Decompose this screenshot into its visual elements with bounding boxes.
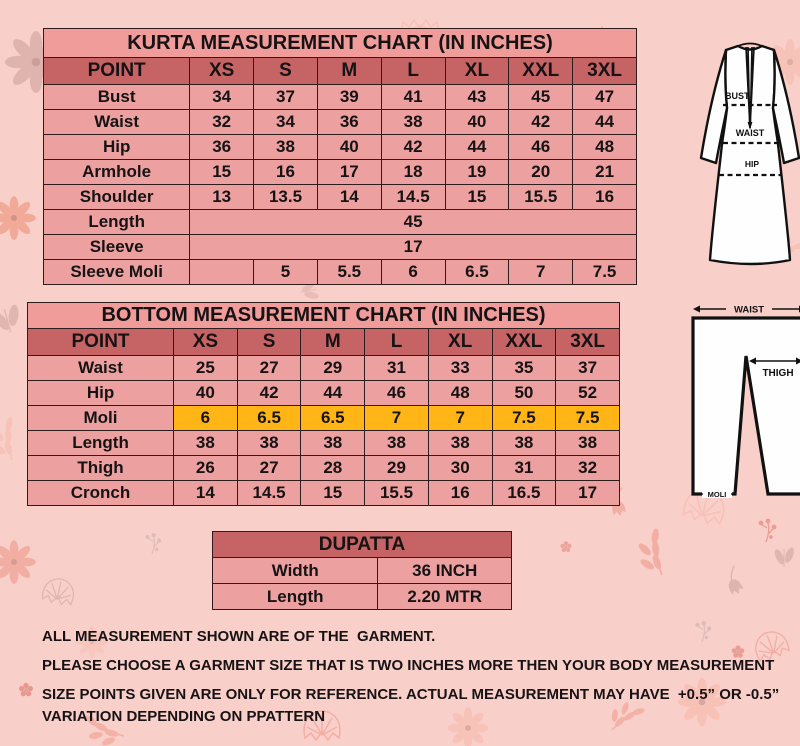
- value-cell: 38: [301, 431, 365, 456]
- note-line: PLEASE CHOOSE A GARMENT SIZE THAT IS TWO INCHES MORE THEN YOUR BODY MEASUREMENT: [42, 657, 775, 675]
- value-cell: 16: [428, 481, 492, 506]
- value-cell: 39: [317, 85, 381, 110]
- row-label: Hip: [44, 135, 190, 160]
- row-label: Length: [44, 210, 190, 235]
- value-cell: 34: [190, 85, 254, 110]
- kurta-bust-label: BUST: [725, 91, 750, 101]
- value-cell: 21: [573, 160, 637, 185]
- size-column-header: L: [381, 58, 445, 85]
- value-cell: 5: [254, 260, 318, 285]
- note-line: SIZE POINTS GIVEN ARE ONLY FOR REFERENCE. ACTUAL MEASUREMENT MAY HAVE +0.5” OR -0.5” VARIATION DEPENDING ON PPATTERN: [42, 686, 784, 726]
- note-line: ALL MEASUREMENT SHOWN ARE OF THE GARMENT.: [42, 628, 436, 645]
- size-column-header: XL: [428, 329, 492, 356]
- row-label: Shoulder: [44, 185, 190, 210]
- size-column-header: M: [301, 329, 365, 356]
- row-label: Hip: [28, 381, 174, 406]
- value-cell: 17: [317, 160, 381, 185]
- value-cell: 44: [445, 135, 509, 160]
- dupatta_chart-grid: [212, 557, 512, 610]
- value-cell: 43: [445, 85, 509, 110]
- value-cell: 14.5: [237, 481, 301, 506]
- value-cell: 50: [492, 381, 556, 406]
- value-cell: 14: [317, 185, 381, 210]
- bottom-chart-title: BOTTOM MEASUREMENT CHART (IN INCHES): [27, 302, 620, 328]
- value-cell: 27: [237, 456, 301, 481]
- value-cell: 17: [556, 481, 620, 506]
- value-cell: 42: [237, 381, 301, 406]
- row-label: Cronch: [28, 481, 174, 506]
- measurement-notes: [42, 626, 784, 735]
- bottom-measurement-chart: [27, 302, 620, 506]
- size-column-header: 3XL: [556, 329, 620, 356]
- value-cell: 45: [509, 85, 573, 110]
- value-cell: 44: [573, 110, 637, 135]
- value-cell: 15: [190, 160, 254, 185]
- row-label: Width: [213, 558, 378, 584]
- value-cell: 37: [556, 356, 620, 381]
- value-cell: 6: [381, 260, 445, 285]
- value-cell: 40: [445, 110, 509, 135]
- bottom_chart-grid: [27, 328, 620, 506]
- dupatta-chart-title: DUPATTA: [212, 531, 512, 557]
- kurta-hip-label: HIP: [744, 159, 760, 169]
- value-cell: 32: [556, 456, 620, 481]
- value-cell: 32: [190, 110, 254, 135]
- size-column-header: XL: [445, 58, 509, 85]
- value-cell: 46: [365, 381, 429, 406]
- size-column-header: 3XL: [573, 58, 637, 85]
- value-cell: 18: [381, 160, 445, 185]
- value-cell: 16: [573, 185, 637, 210]
- waist-arrow-left-head: [693, 306, 700, 313]
- value-cell: 6: [174, 406, 238, 431]
- value-cell: 48: [573, 135, 637, 160]
- value-cell: 25: [174, 356, 238, 381]
- value-cell: 44: [301, 381, 365, 406]
- value-cell: 26: [174, 456, 238, 481]
- value-cell: 20: [509, 160, 573, 185]
- row-label: Sleeve Moli: [44, 260, 190, 285]
- value-cell: 38: [428, 431, 492, 456]
- kurta-outline: [701, 46, 799, 264]
- value-cell: 15.5: [509, 185, 573, 210]
- size-column-header: XXL: [492, 329, 556, 356]
- value-cell: 36: [317, 110, 381, 135]
- value-cell: 5.5: [317, 260, 381, 285]
- value-cell: 7: [365, 406, 429, 431]
- value-cell: 36 INCH: [378, 558, 512, 584]
- dupatta-chart: [212, 531, 512, 610]
- value-cell: 7.5: [556, 406, 620, 431]
- value-cell: 38: [237, 431, 301, 456]
- value-cell: 42: [509, 110, 573, 135]
- value-cell: 29: [301, 356, 365, 381]
- kurta_chart-grid: [43, 57, 637, 285]
- dupatta-chart-table: [212, 557, 512, 610]
- row-label: Length: [213, 584, 378, 610]
- bottom-chart-table: [27, 328, 620, 506]
- value-cell: 6.5: [301, 406, 365, 431]
- kurta-diagram: [685, 36, 800, 276]
- row-label: Waist: [44, 110, 190, 135]
- value-cell: 14.5: [381, 185, 445, 210]
- size-column-header: XXL: [509, 58, 573, 85]
- value-cell: 6.5: [445, 260, 509, 285]
- kurta-waist-label: WAIST: [735, 128, 765, 138]
- value-cell: 2.20 MTR: [378, 584, 512, 610]
- row-label: Thigh: [28, 456, 174, 481]
- value-cell: 31: [365, 356, 429, 381]
- size-column-header: XS: [174, 329, 238, 356]
- size-column-header: XS: [190, 58, 254, 85]
- span-value-cell: 17: [190, 235, 637, 260]
- value-cell: 7: [509, 260, 573, 285]
- value-cell: 16: [254, 160, 318, 185]
- value-cell: 40: [174, 381, 238, 406]
- value-cell: 37: [254, 85, 318, 110]
- pants-outline: [693, 318, 800, 494]
- pants-waist-label: WAIST: [733, 304, 765, 316]
- value-cell: 6.5: [237, 406, 301, 431]
- value-cell: 7: [428, 406, 492, 431]
- value-cell: 34: [254, 110, 318, 135]
- value-cell: 13.5: [254, 185, 318, 210]
- value-cell: 15: [301, 481, 365, 506]
- value-cell: 28: [301, 456, 365, 481]
- size-column-header: S: [254, 58, 318, 85]
- size-column-header: L: [365, 329, 429, 356]
- value-cell: 38: [381, 110, 445, 135]
- pants-thigh-label: THIGH: [762, 368, 794, 379]
- row-label: Length: [28, 431, 174, 456]
- value-cell: 19: [445, 160, 509, 185]
- value-cell: 16.5: [492, 481, 556, 506]
- value-cell: 38: [365, 431, 429, 456]
- value-cell: 35: [492, 356, 556, 381]
- span-value-cell: 45: [190, 210, 637, 235]
- value-cell: [190, 260, 254, 285]
- size-column-header: M: [317, 58, 381, 85]
- value-cell: 14: [174, 481, 238, 506]
- value-cell: 38: [254, 135, 318, 160]
- kurta-chart-table: [43, 57, 637, 285]
- value-cell: 30: [428, 456, 492, 481]
- value-cell: 36: [190, 135, 254, 160]
- value-cell: 27: [237, 356, 301, 381]
- row-label: Sleeve: [44, 235, 190, 260]
- value-cell: 7.5: [492, 406, 556, 431]
- row-label: Waist: [28, 356, 174, 381]
- value-cell: 52: [556, 381, 620, 406]
- value-cell: 31: [492, 456, 556, 481]
- kurta-chart-title: KURTA MEASUREMENT CHART (IN INCHES): [43, 28, 637, 57]
- value-cell: 40: [317, 135, 381, 160]
- row-label: Armhole: [44, 160, 190, 185]
- point-column-header: POINT: [28, 329, 174, 356]
- kurta-measurement-chart: [43, 28, 637, 285]
- row-label: Moli: [28, 406, 174, 431]
- value-cell: 41: [381, 85, 445, 110]
- value-cell: 46: [509, 135, 573, 160]
- size-column-header: S: [237, 329, 301, 356]
- value-cell: 33: [428, 356, 492, 381]
- bottom-diagram: [682, 299, 800, 511]
- value-cell: 38: [492, 431, 556, 456]
- value-cell: 38: [556, 431, 620, 456]
- value-cell: 38: [174, 431, 238, 456]
- value-cell: 7.5: [573, 260, 637, 285]
- value-cell: 47: [573, 85, 637, 110]
- value-cell: 29: [365, 456, 429, 481]
- pants-moli-label: MOLI: [707, 490, 727, 499]
- value-cell: 13: [190, 185, 254, 210]
- value-cell: 15: [445, 185, 509, 210]
- row-label: Bust: [44, 85, 190, 110]
- point-column-header: POINT: [44, 58, 190, 85]
- value-cell: 48: [428, 381, 492, 406]
- value-cell: 42: [381, 135, 445, 160]
- value-cell: 15.5: [365, 481, 429, 506]
